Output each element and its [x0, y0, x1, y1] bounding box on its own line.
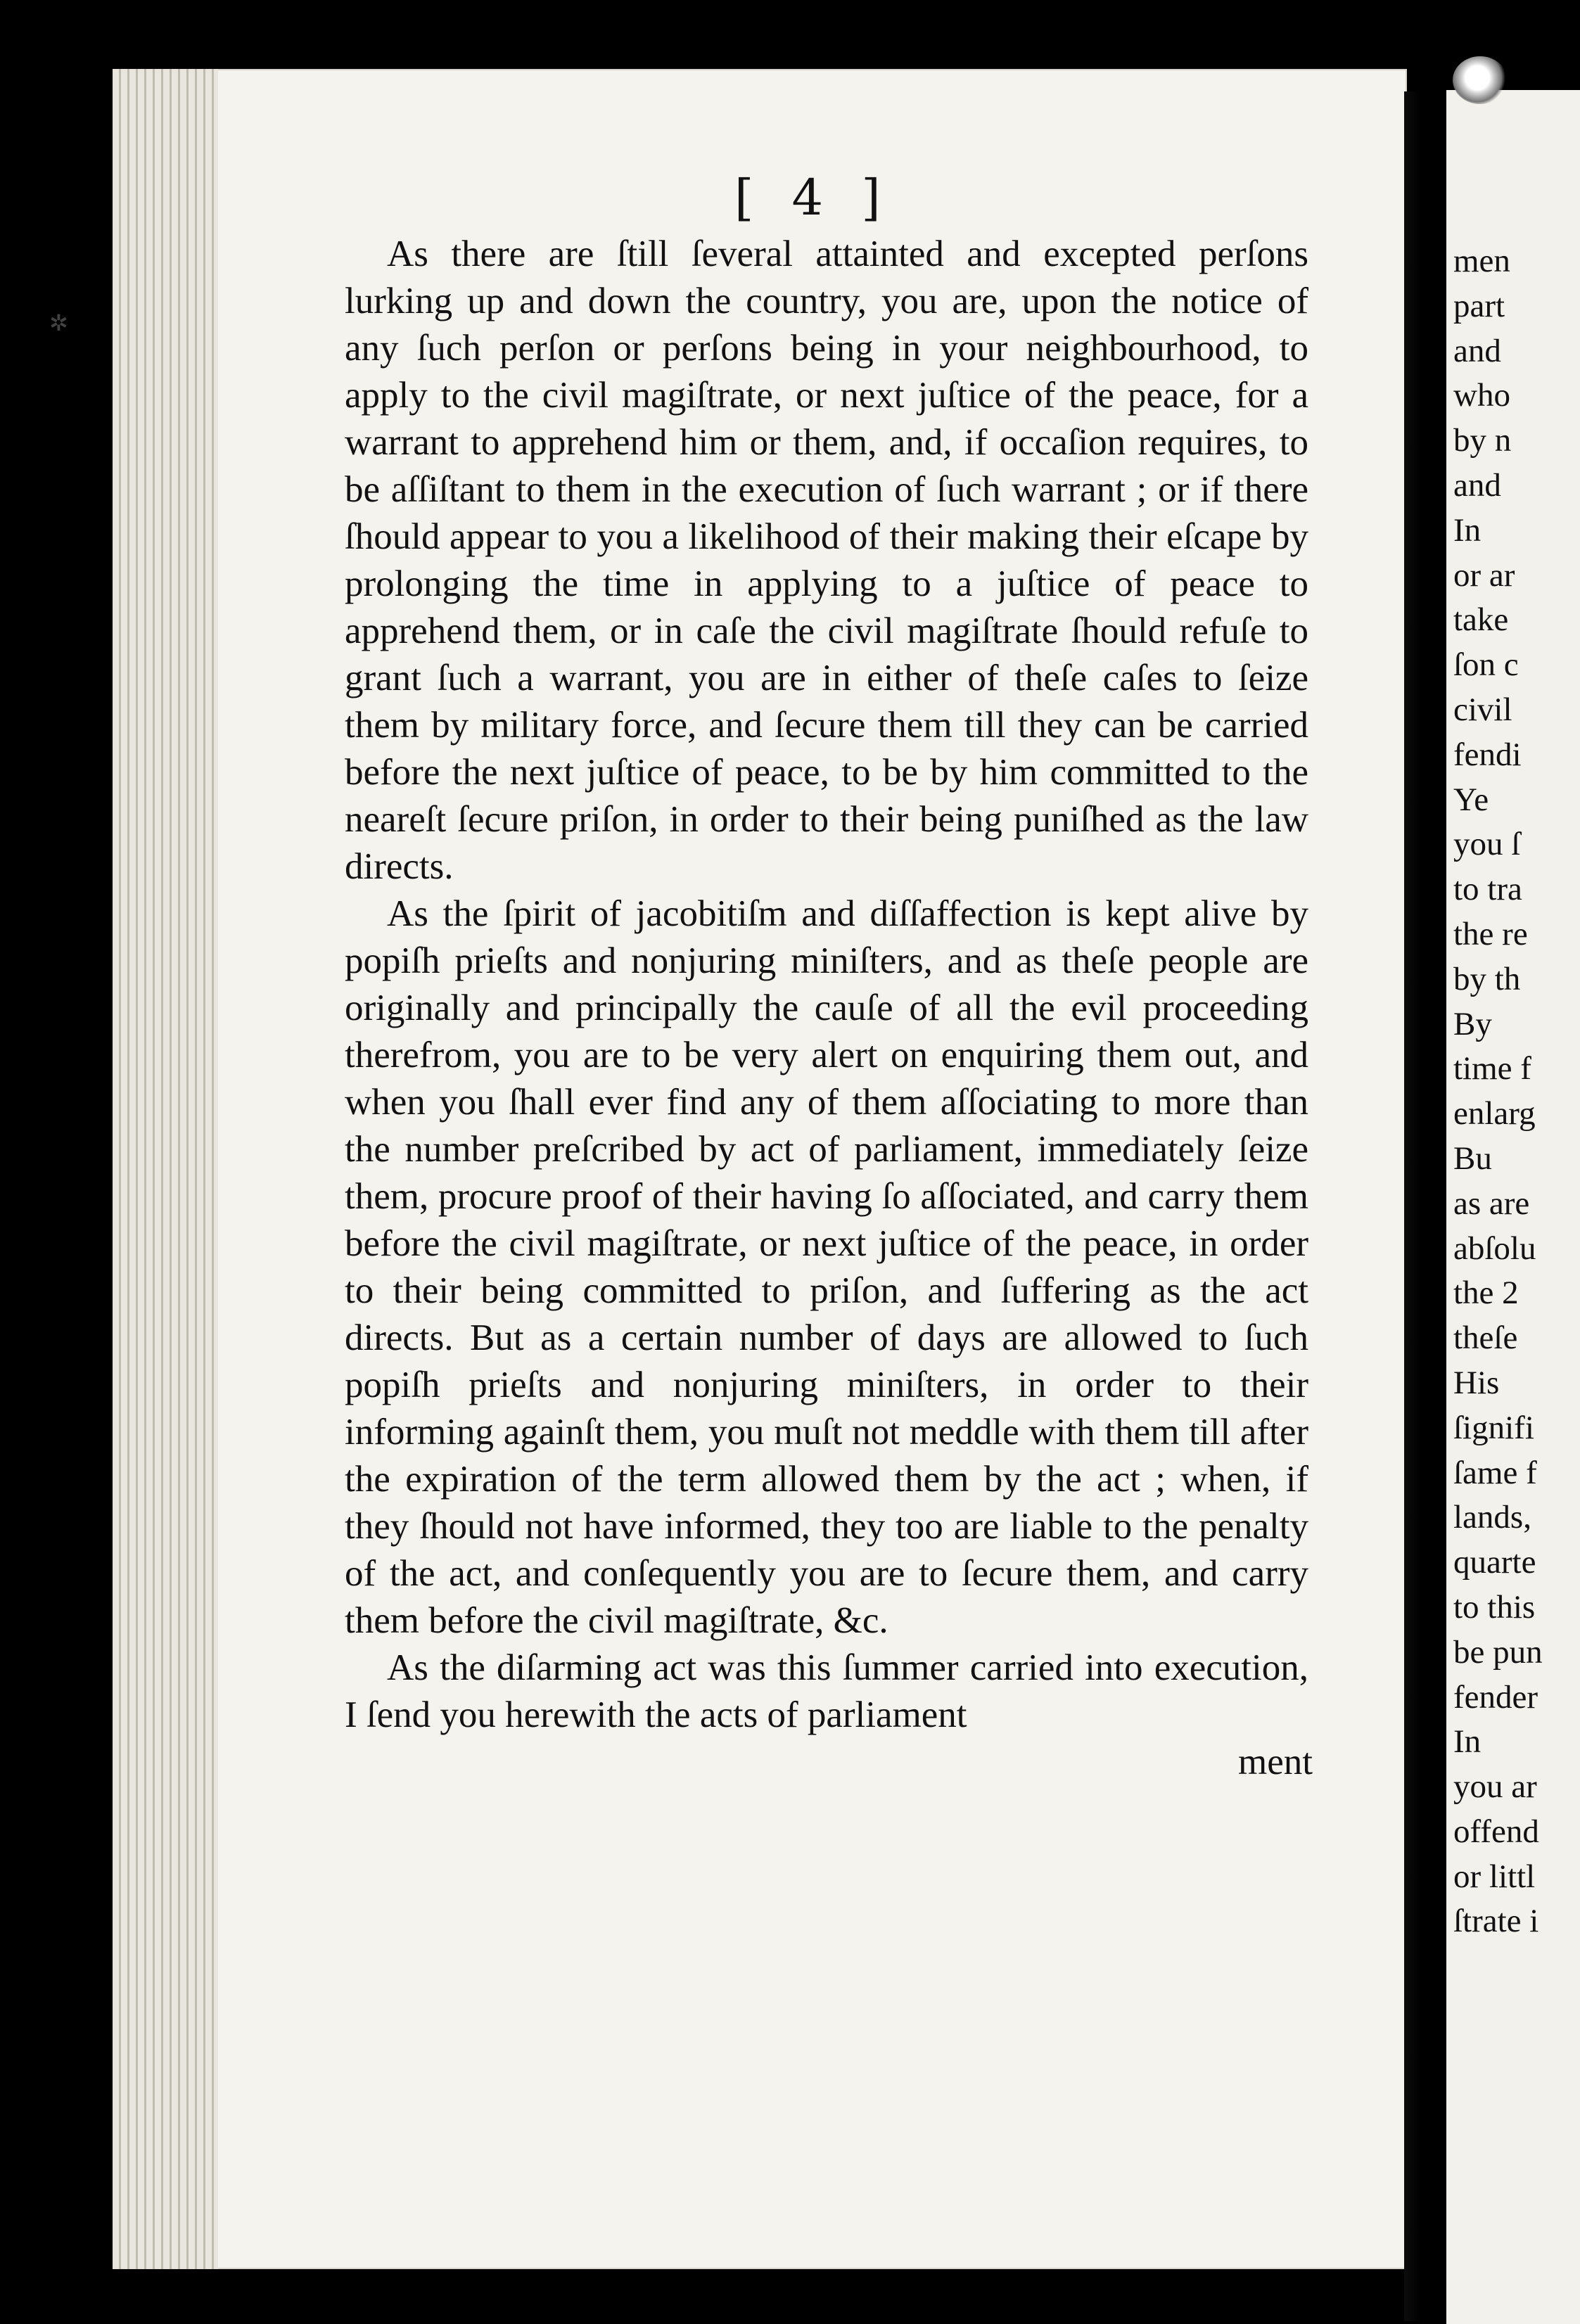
- page-edges: [113, 69, 218, 2269]
- right-line: the 2: [1453, 1275, 1519, 1312]
- right-line: or ar: [1453, 556, 1515, 594]
- right-line: to tra: [1453, 871, 1522, 908]
- body-text: [345, 231, 1313, 1786]
- right-line: offend: [1453, 1813, 1539, 1850]
- right-line: ſame f: [1453, 1454, 1537, 1491]
- paragraph: As the diſarming act was this ſummer carried into execution, I ſend you herewith the acts of parliament: [345, 1647, 1308, 1735]
- right-line: abſolu: [1453, 1230, 1536, 1267]
- paper-damage-blot: [1453, 56, 1508, 104]
- right-line: be pun: [1453, 1633, 1543, 1671]
- right-line: In: [1453, 511, 1482, 549]
- right-line: take: [1453, 601, 1509, 639]
- right-line: who: [1453, 377, 1510, 414]
- right-line: enlarg: [1453, 1095, 1536, 1132]
- page-number: [ 4 ]: [734, 169, 892, 226]
- right-line: fendi: [1453, 736, 1522, 773]
- catchword: ment: [1238, 1742, 1313, 1782]
- paragraph: As the ſpirit of jacobitiſm and diſſaffection is kept alive by popiſh prieſts and nonjuring miniſters, and as theſe people are originally and principally the cauſe of all the evil proceeding therefrom, you are to be very alert on enquiring them out, and when you ſhall ever find any of them aſſociating to more than the number preſcribed by act of parliament, immediately ſeize them, procure proof of their having ſo aſſociated, and carry them before the civil magiſtrate, or next juſtice of the peace, in order to their being committed to priſon, and ſuffering as the act directs. But as a certain number of days are allowed to ſuch popiſh prieſts and nonjuring miniſters, in order to their informing againſt them, you muſt not meddle with them till after the expiration of the term allowed them by the act ; when, if they ſhould not have informed, they too are liable to the penalty of the act, and conſequently you are to ſecure them, and carry them before the civil magiſtrate, &c.: [345, 893, 1308, 1641]
- right-line: by th: [1453, 960, 1521, 997]
- right-line: you ſ: [1453, 826, 1521, 863]
- right-line: By: [1453, 1005, 1492, 1042]
- right-line: ſignifi: [1453, 1409, 1534, 1446]
- right-line: quarte: [1453, 1544, 1536, 1581]
- right-line: part: [1453, 287, 1505, 324]
- right-line: and: [1453, 466, 1501, 504]
- right-line: the re: [1453, 915, 1528, 952]
- right-line: fender: [1453, 1678, 1538, 1716]
- paragraph: As there are ſtill ſeveral attainted and excepted perſons lurking up and down the country, you are, upon the notice of any ſuch perſon or perſons being in your neighbourhood, to apply to the civil magiſtrate, or next juſtice of the peace, for a warrant to apprehend him or them, and, if occaſion requires, to be aſſiſtant to them in the execution of ſuch warrant ; or if there ſhould appear to you a likelihood of their making their eſcape by prolonging the time in applying to a juſtice of peace to apprehend them, or in caſe the civil magiſtrate ſhould refuſe to grant ſuch a warrant, you are in either of theſe caſes to ſeize them by military force, and ſecure them till they can be carried before the next juſtice of peace, to be by him committed to the neareſt ſecure priſon, in order to their being puniſhed as the law directs.: [345, 234, 1308, 887]
- right-line: Bu: [1453, 1139, 1492, 1177]
- right-line: lands,: [1453, 1499, 1531, 1536]
- book-gutter: [1404, 91, 1446, 2321]
- right-line: as are: [1453, 1185, 1530, 1222]
- right-line: His: [1453, 1364, 1500, 1401]
- right-line: ſon c: [1453, 646, 1519, 684]
- right-line: In: [1453, 1723, 1482, 1761]
- right-page: [1446, 90, 1580, 2324]
- right-line: or littl: [1453, 1858, 1536, 1895]
- right-line: by n: [1453, 422, 1512, 459]
- ink-speck: ✲: [49, 309, 68, 336]
- right-line: ſtrate i: [1453, 1903, 1539, 1940]
- right-line: men: [1453, 243, 1510, 279]
- right-line: theſe: [1453, 1320, 1518, 1357]
- right-line: civil: [1453, 691, 1512, 728]
- right-line: time f: [1453, 1050, 1531, 1087]
- right-line: Ye: [1453, 781, 1489, 818]
- right-line: you ar: [1453, 1768, 1537, 1806]
- right-line: to this: [1453, 1588, 1536, 1626]
- right-line: and: [1453, 332, 1501, 369]
- right-page-text: [1453, 239, 1580, 1944]
